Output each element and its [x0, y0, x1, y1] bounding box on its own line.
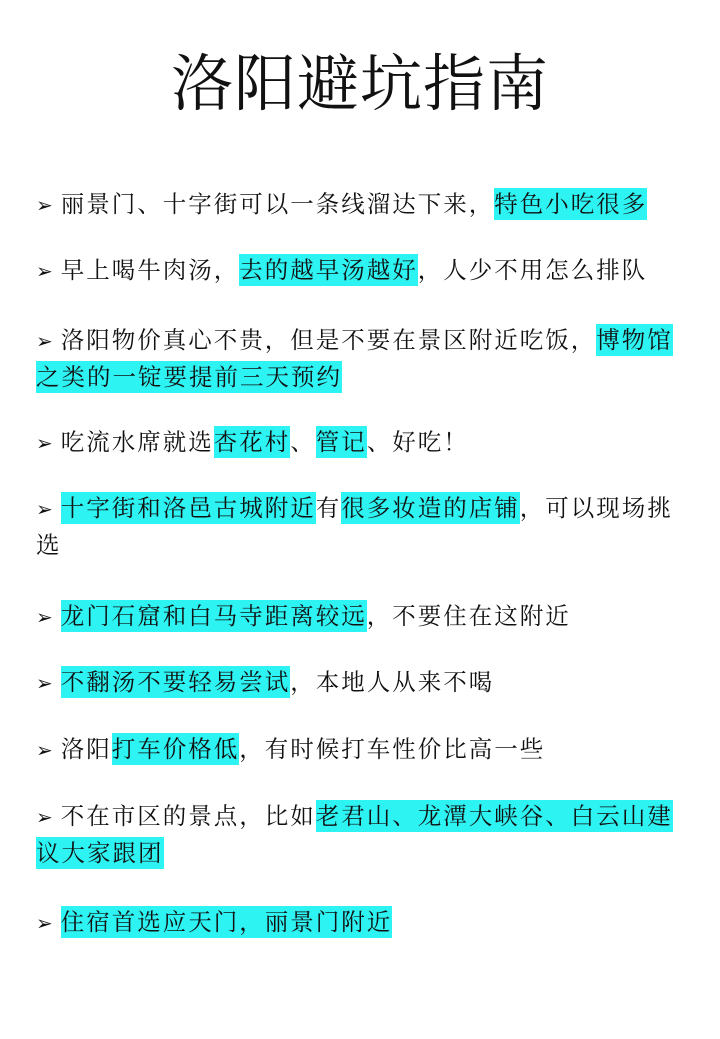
tip-highlight-text: 打车价格低 — [111, 735, 240, 763]
tip-text: ，可以现场挑选 — [36, 494, 673, 559]
tip-item — [36, 424, 684, 461]
tip-text: 不在市区的景点，比如 — [60, 802, 316, 830]
tip-text: ，不要住在这附近 — [366, 602, 571, 630]
tip-item — [36, 904, 684, 941]
page-title: 洛阳避坑指南 — [170, 47, 549, 120]
arrow-bullet-icon: ➢ — [36, 671, 53, 695]
arrow-bullet-icon: ➢ — [36, 605, 53, 629]
tip-highlight-text: 十字街和洛邑古城附近 — [60, 494, 316, 522]
tip-highlight-text: 很多妆造的店铺 — [341, 494, 520, 522]
arrow-bullet-icon: ➢ — [36, 805, 53, 829]
arrow-bullet-icon: ➢ — [36, 193, 53, 217]
arrow-bullet-icon: ➢ — [36, 738, 53, 762]
tip-item — [36, 490, 684, 563]
tip-highlight-text: 管记 — [315, 428, 367, 456]
tip-text: 洛阳物价真心不贵，但是不要在景区附近吃饭， — [60, 326, 597, 354]
tip-highlight-text: 住宿首选应天门，丽景门附近 — [60, 908, 393, 936]
tip-highlight-text: 龙门石窟和白马寺距离较远 — [60, 602, 367, 630]
tip-text: ，人少不用怎么排队 — [417, 256, 648, 284]
tip-item — [36, 798, 684, 871]
tip-item — [36, 664, 684, 701]
tip-item — [36, 186, 684, 223]
tip-item — [36, 322, 684, 395]
tip-text: 、 — [290, 428, 316, 456]
tip-text: 早上喝牛肉汤， — [60, 256, 240, 284]
arrow-bullet-icon: ➢ — [36, 497, 53, 521]
tip-text: 有 — [315, 494, 342, 522]
tip-highlight-text: 去的越早汤越好 — [239, 256, 418, 284]
tip-text: 洛阳 — [60, 735, 112, 763]
tip-text: ，有时候打车性价比高一些 — [239, 735, 546, 763]
tip-highlight-text: 博物馆之类的一锭要提前三天预约 — [36, 326, 673, 391]
tip-item — [36, 598, 684, 635]
tip-highlight-text: 杏花村 — [213, 428, 291, 456]
tip-text: 丽景门、十字街可以一条线溜达下来， — [60, 190, 495, 218]
tip-item — [36, 731, 684, 768]
tip-item — [36, 252, 684, 289]
tip-highlight-text: 老君山、龙潭大峡谷、白云山建议大家跟团 — [36, 802, 673, 867]
arrow-bullet-icon: ➢ — [36, 259, 53, 283]
tip-text: ，本地人从来不喝 — [290, 668, 495, 696]
tip-text: 吃流水席就选 — [60, 428, 214, 456]
arrow-bullet-icon: ➢ — [36, 911, 53, 935]
arrow-bullet-icon: ➢ — [36, 431, 53, 455]
tip-highlight-text: 特色小吃很多 — [494, 190, 648, 218]
tip-highlight-text: 不翻汤不要轻易尝试 — [60, 668, 291, 696]
tip-text: 、好吃！ — [366, 428, 469, 456]
arrow-bullet-icon: ➢ — [36, 329, 53, 353]
